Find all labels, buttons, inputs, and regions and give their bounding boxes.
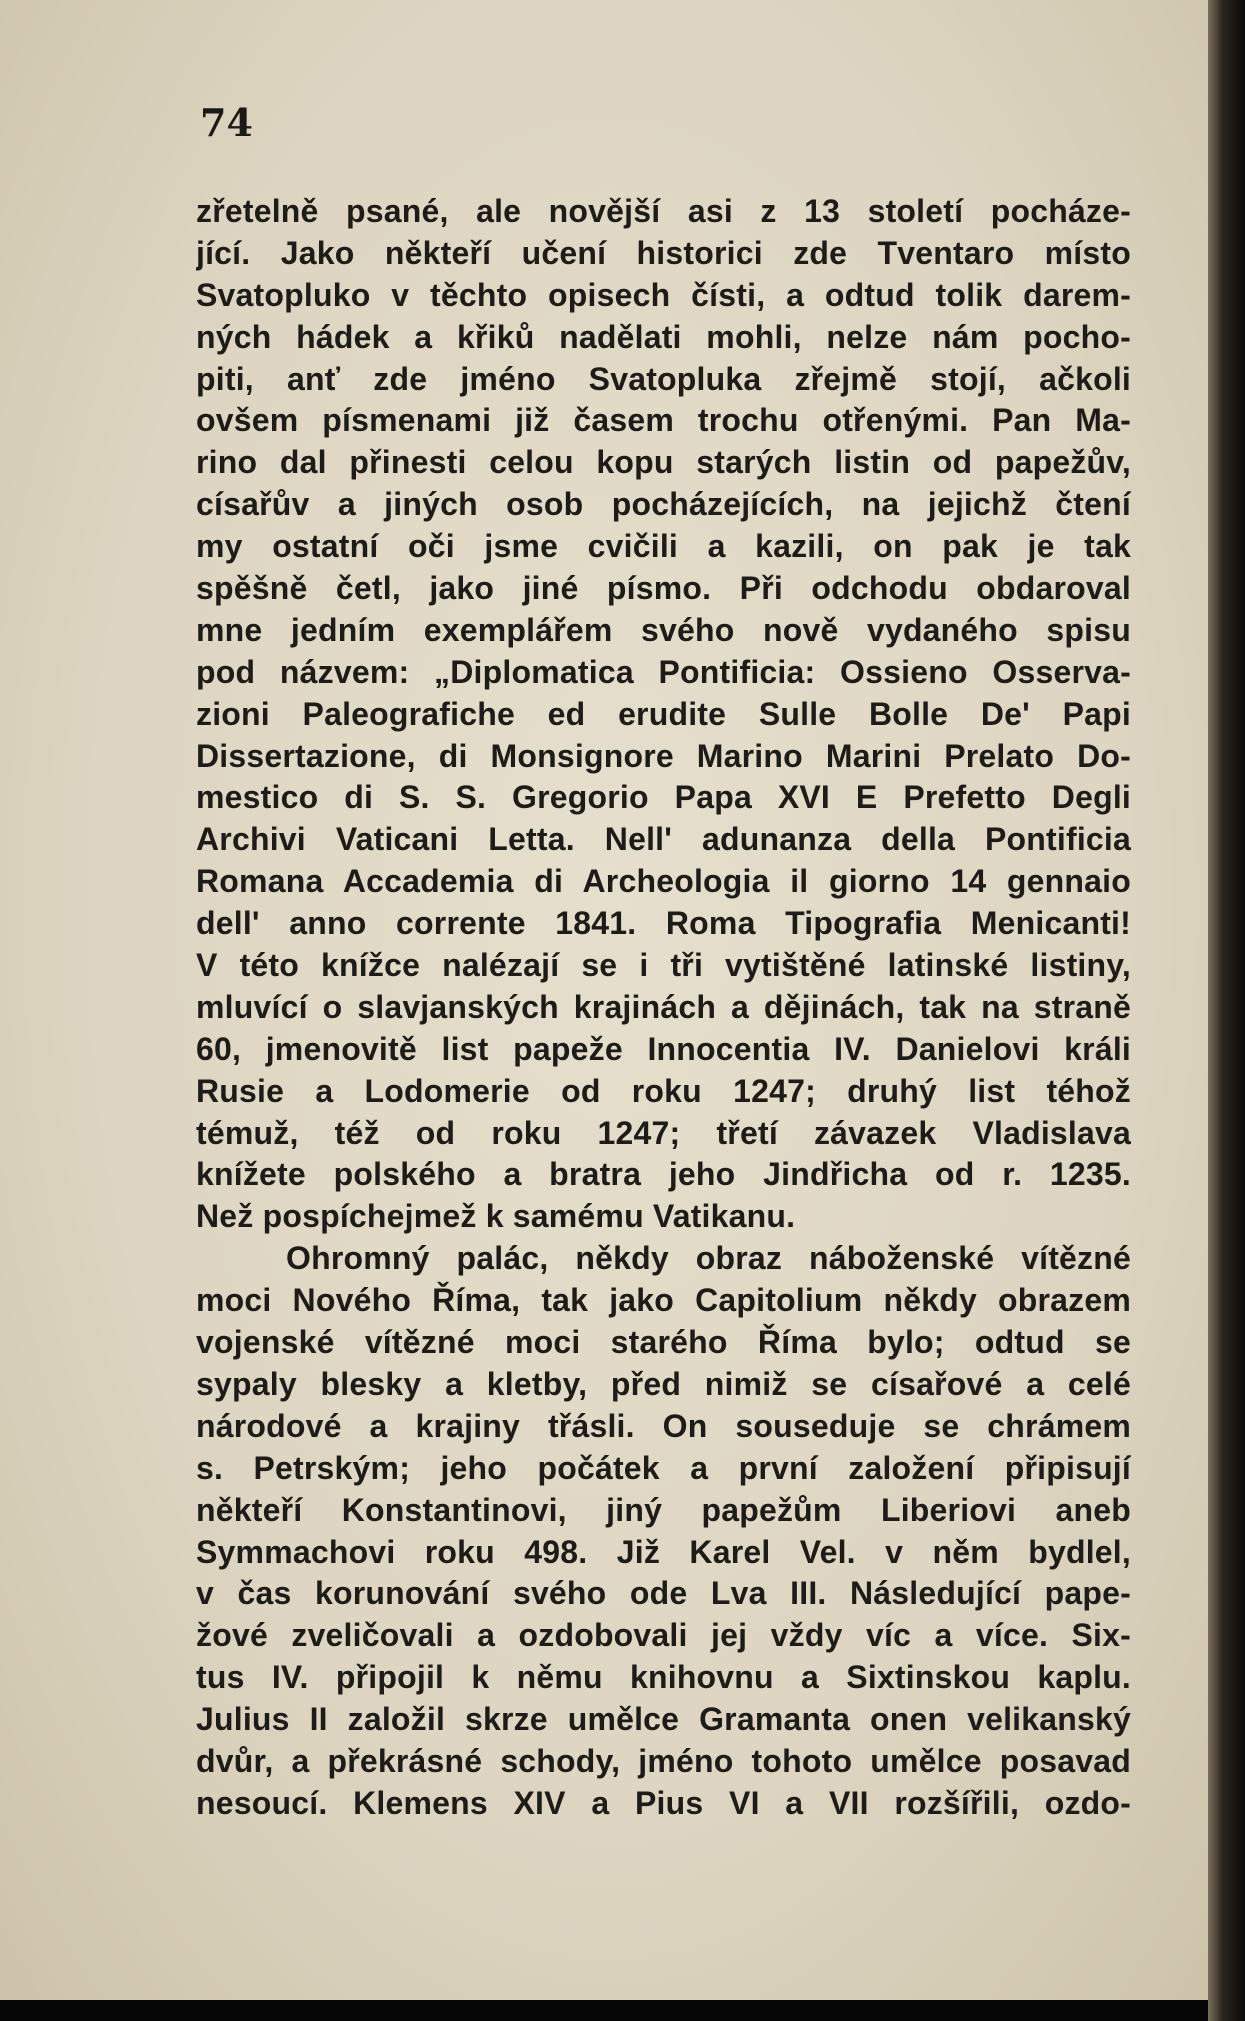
text-line: nesoucí. Klemens XIV a Pius VI a VII rozšířili, ozdo- (196, 1784, 1131, 1821)
text-line: zioni Paleografiche ed erudite Sulle Bolle De' Papi (196, 695, 1131, 732)
text-line: Romana Accademia di Archeologia il giorno 14 gennaio (196, 863, 1131, 900)
text-line: císařův a jiných osob pocházejících, na jejichž čtení (196, 486, 1131, 523)
text-line: 60, jmenovitě list papeže Innocentia IV. Danielovi králi (196, 1030, 1131, 1067)
page-number: 74 (200, 100, 253, 145)
book-spine-shadow (1208, 0, 1245, 2021)
text-line: někteří Konstantinovi, jiný papežům Liberiovi aneb (196, 1491, 1131, 1528)
text-line: žové zveličovali a ozdobovali jej vždy víc a více. Six- (196, 1617, 1131, 1654)
text-line: moci Nového Říma, tak jako Capitolium někdy obrazem (196, 1282, 1131, 1319)
text-line: v čas korunování svého ode Lva III. Následující pape- (196, 1575, 1131, 1612)
text-line: mestico di S. S. Gregorio Papa XVI E Prefetto Degli (196, 779, 1131, 816)
text-line: tus IV. připojil k němu knihovnu a Sixtinskou kaplu. (196, 1659, 1131, 1696)
text-line: sypaly blesky a kletby, před nimiž se císařové a celé (196, 1365, 1131, 1402)
text-line: Archivi Vaticani Letta. Nell' adunanza della Pontificia (196, 821, 1131, 858)
text-line: jící. Jako někteří učení historici zde Tventaro místo (196, 234, 1131, 271)
text-line: ovšem písmenami již časem trochu otřenými. Pan Ma- (196, 402, 1131, 439)
text-line: vojenské vítězné moci starého Říma bylo; odtud se (196, 1324, 1131, 1361)
text-line: knížete polského a bratra jeho Jindřicha od r. 1235. (196, 1156, 1131, 1193)
paragraph-start-line: Ohromný palác, někdy obraz náboženské vítězné (286, 1240, 1131, 1277)
text-line: spěšně četl, jako jiné písmo. Při odchodu obdaroval (196, 570, 1131, 607)
text-line: Rusie a Lodomerie od roku 1247; druhý list téhož (196, 1072, 1131, 1109)
text-line: zřetelně psané, ale novější asi z 13 století pocháze- (196, 193, 1131, 229)
text-line: Dissertazione, di Monsignore Marino Marini Prelato Do- (196, 737, 1131, 774)
text-line: národové a krajiny třásli. On souseduje se chrámem (196, 1407, 1131, 1444)
text-line: dell' anno corrente 1841. Roma Tipografia Menicanti! (196, 905, 1131, 942)
body-text (196, 191, 1131, 1825)
text-line: pod názvem: „Diplomatica Pontificia: Ossieno Osserva- (196, 653, 1131, 690)
text-line: s. Petrským; jeho počátek a první založení připisují (196, 1449, 1131, 1486)
text-line: ných hádek a křiků nadělati mohli, nelze nám pocho- (196, 318, 1131, 355)
text-line: my ostatní oči jsme cvičili a kazili, on pak je tak (196, 528, 1131, 565)
text-line: V této knížce nalézají se i tři vytištěné latinské listiny, (196, 947, 1131, 984)
text-line: Julius II založil skrze umělce Gramanta onen velikanský (196, 1701, 1131, 1738)
text-line: Svatopluko v těchto opisech čísti, a odtud tolik darem- (196, 276, 1131, 313)
text-line: Než pospíchejmež k samému Vatikanu. (196, 1198, 796, 1235)
text-line: témuž, též od roku 1247; třetí závazek Vladislava (196, 1114, 1131, 1151)
text-line: piti, anť zde jméno Svatopluka zřejmě stojí, ačkoli (196, 360, 1131, 397)
text-line: mne jedním exemplářem svého nově vydaného spisu (196, 611, 1131, 648)
text-line: rino dal přinesti celou kopu starých listin od papežův, (196, 444, 1131, 481)
text-line: Symmachovi roku 498. Již Karel Vel. v něm bydlel, (196, 1533, 1131, 1570)
text-line: mluvící o slavjanských krajinách a dějinách, tak na straně (196, 988, 1131, 1025)
text-line: dvůr, a překrásné schody, jméno tohoto umělce posavad (196, 1742, 1131, 1779)
